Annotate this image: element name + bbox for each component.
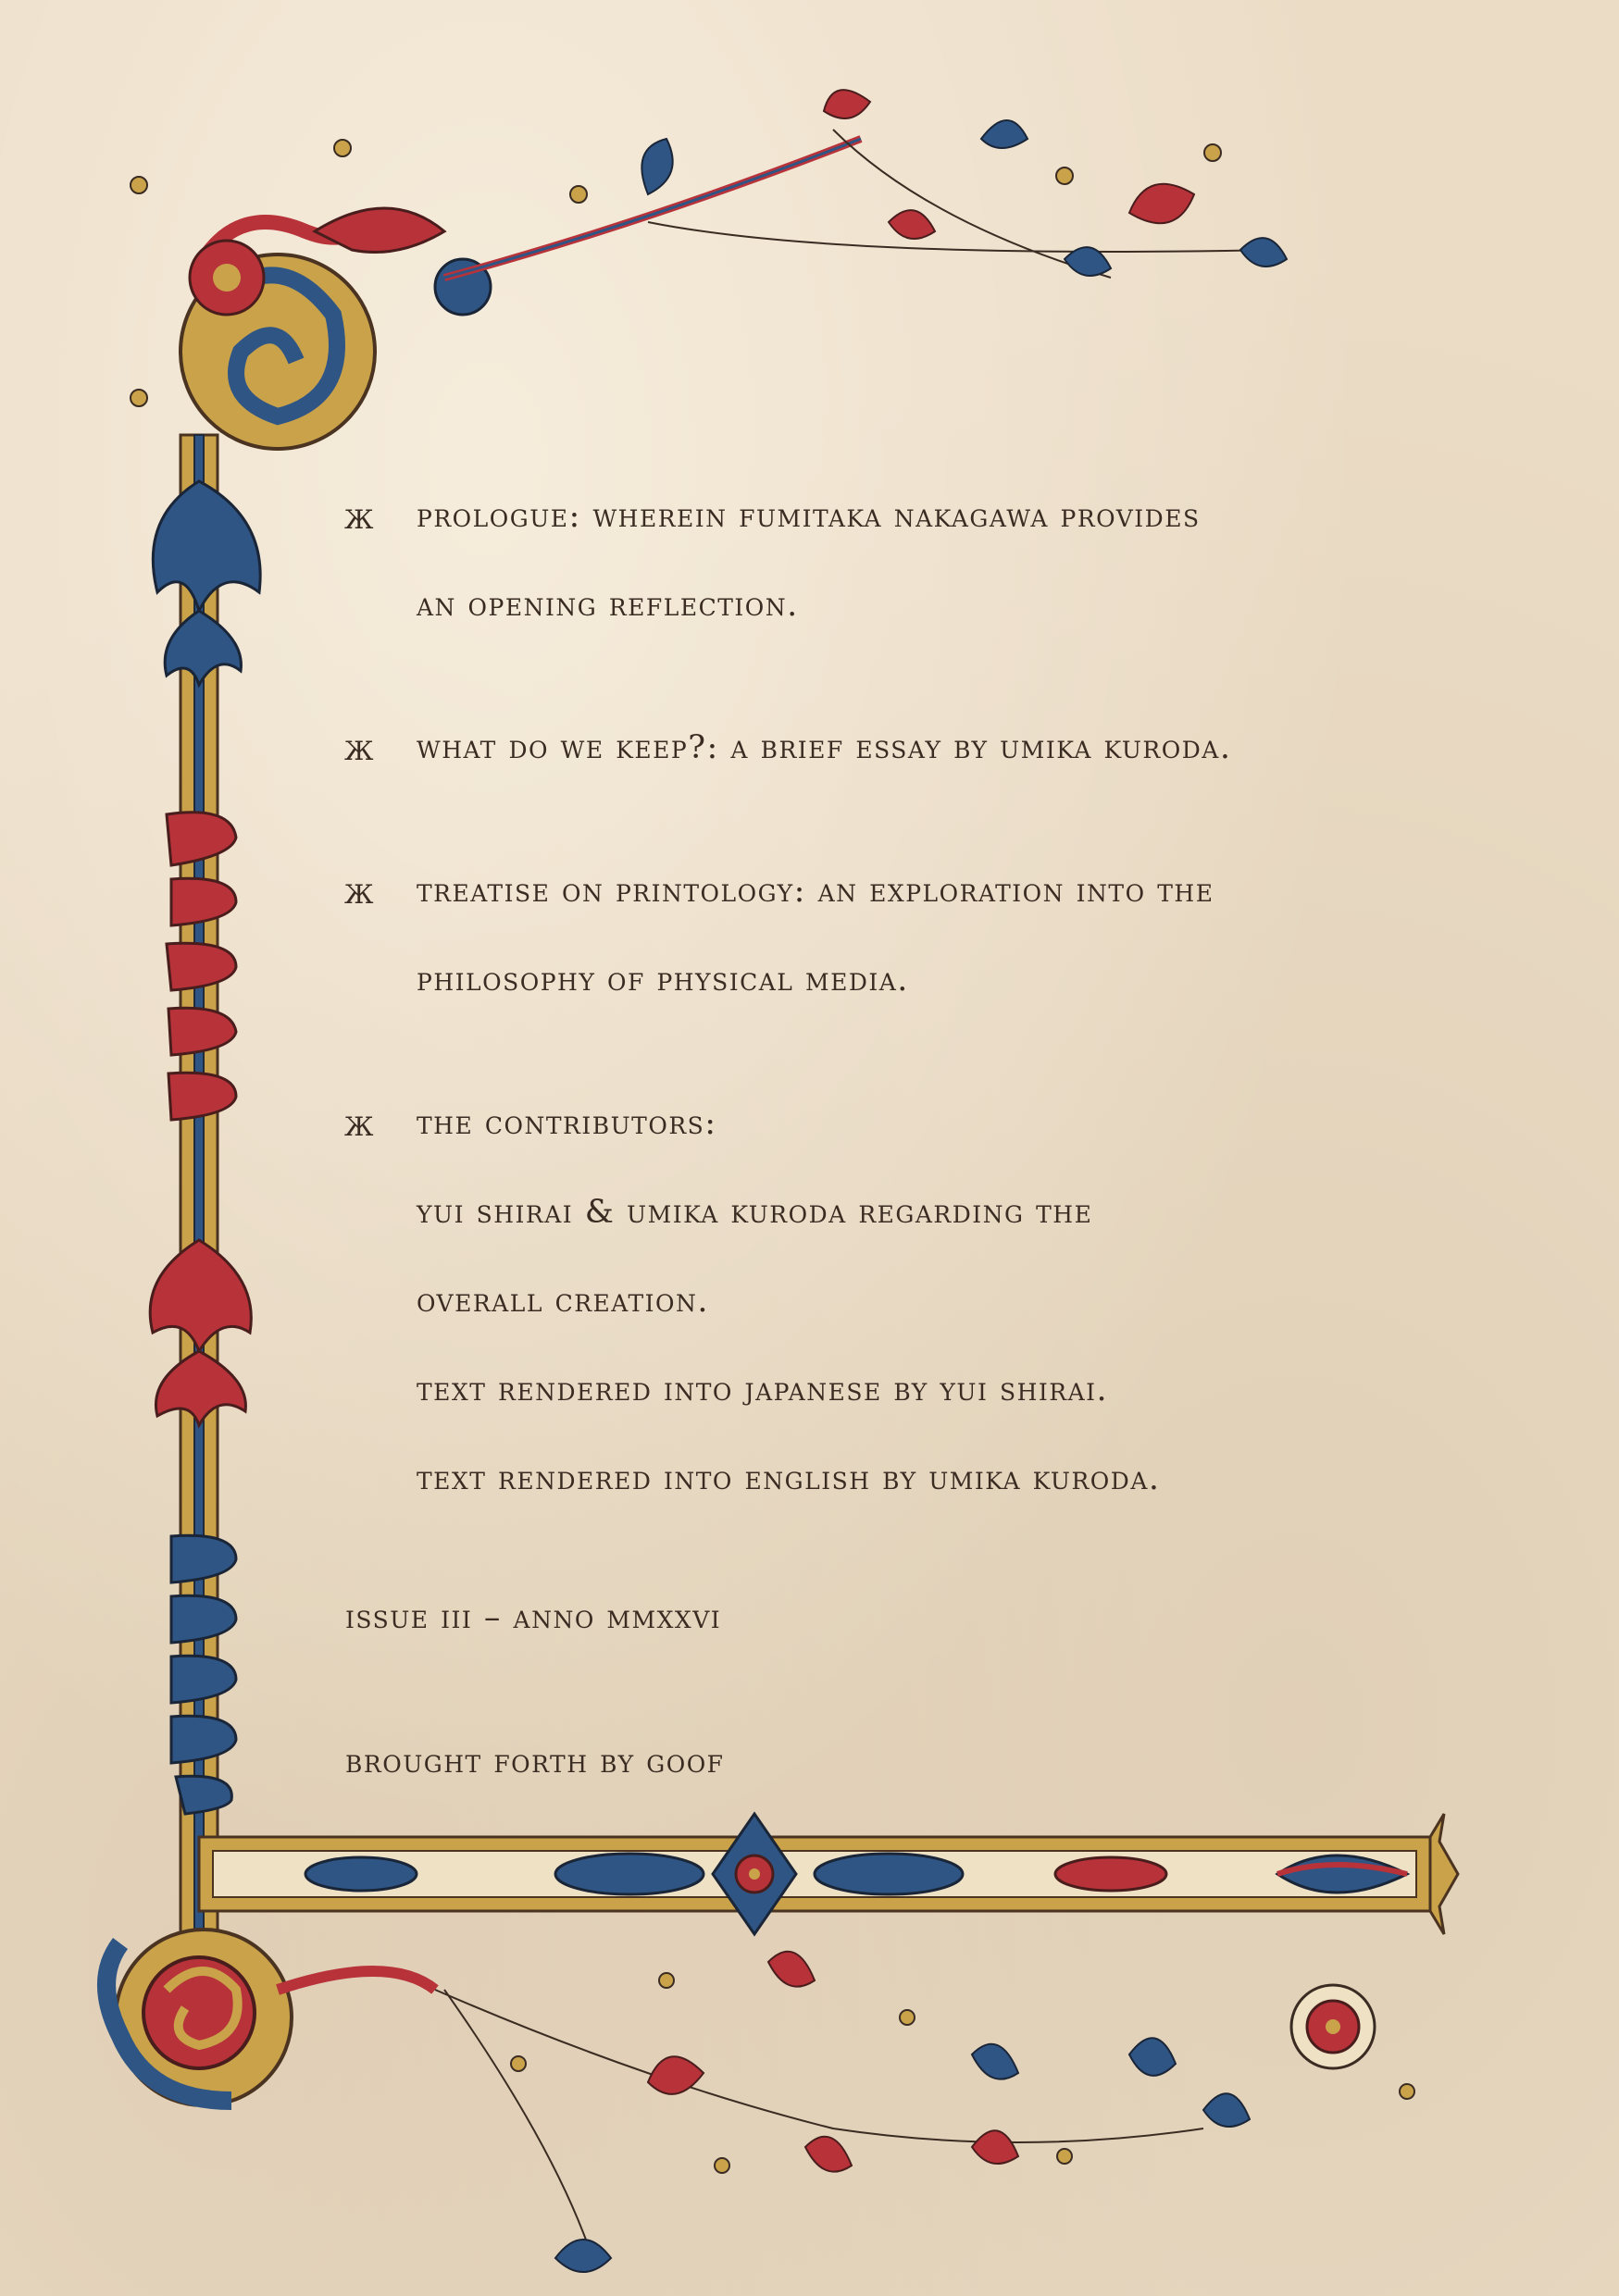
issue-line: issue iii – anno mmxxvi	[345, 1599, 722, 1636]
toc-entry-line: the contributors:	[417, 1105, 717, 1142]
toc-entry-line: overall creation.	[417, 1283, 710, 1320]
toc-entry-line: philosophy of physical media.	[417, 962, 909, 999]
top-left-corner-flourish	[131, 90, 1287, 449]
toc-entry-line: treatise on printology: an exploration into the	[417, 873, 1214, 910]
toc-entry-line: what do we keep?: a brief essay by umika kuroda.	[417, 729, 1232, 766]
toc-entry-line: text rendered into japanese by yui shirai.	[417, 1371, 1109, 1409]
bullet-ornament-icon: ж	[344, 1102, 375, 1145]
acanthus-leaf-middle	[150, 1240, 251, 1425]
toc-entry-line: text rendered into english by umika kuroda.	[417, 1460, 1161, 1497]
toc-entry-contributors	[344, 1079, 1161, 1523]
toc-entry-line: an opening reflection.	[417, 587, 799, 624]
toc-entry-treatise	[344, 847, 1214, 1024]
toc-entry-line: yui shirai & umika kuroda regarding the	[417, 1194, 1093, 1231]
toc-entry-prologue	[344, 472, 1201, 650]
bullet-ornament-icon: ж	[344, 726, 375, 769]
toc-entry-essay	[344, 703, 1232, 792]
bullet-ornament-icon: ж	[344, 870, 375, 912]
bullet-ornament-icon: ж	[344, 495, 375, 538]
credit-line: brought forth by goof	[345, 1744, 725, 1781]
red-ribbon-wrap	[167, 813, 236, 1120]
bottom-left-corner-flourish	[106, 1930, 1414, 2272]
bottom-gold-bar	[199, 1814, 1458, 1934]
acanthus-leaf-upper	[153, 481, 260, 685]
toc-entry-line: prologue: wherein fumitaka nakagawa provides	[417, 498, 1201, 535]
